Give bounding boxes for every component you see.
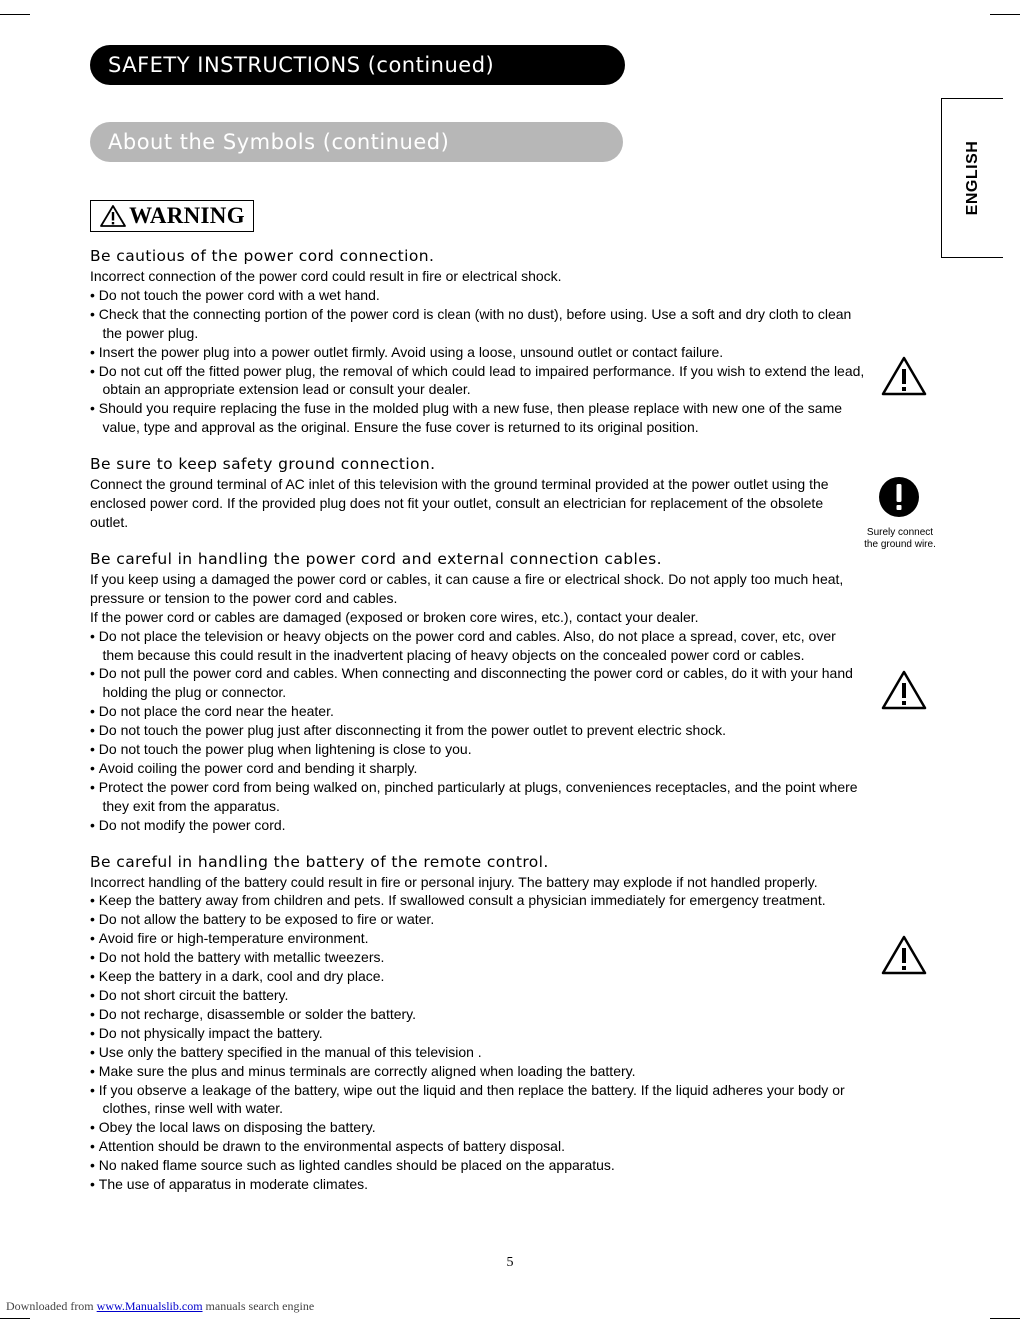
list-item: • Do not physically impact the battery. [90,1024,865,1043]
list-item: • Do not modify the power cord. [90,816,865,835]
caution-triangle-icon [880,669,928,711]
list-item: • Do not place the television or heavy objects on the power cord and cables. Also, do not place a spread, cover, etc, over them because this could result in the inadvertent placing of heavy objects on the concealed power cord or cables. [90,627,865,665]
list-item: • Do not hold the battery with metallic tweezers. [90,948,865,967]
caution-triangle-icon [880,355,928,397]
section-cables-handling [90,549,865,835]
crop-mark [990,14,1020,15]
list-item: • Do not allow the battery to be exposed to fire or water. [90,910,865,929]
list-item: • Should you require replacing the fuse in the molded plug with a new fuse, then please replace with new one of the same value, type and approval as the original. Ensure the fuse cover is returned to its original position. [90,399,865,437]
section-paragraph: If the power cord or cables are damaged (exposed or broken core wires, etc.), contact your dealer. [90,608,699,625]
section-ground-connection [90,454,865,532]
section-paragraph: If you keep using a damaged the power cord or cables, it can cause a fire or electrical shock. Do not apply too much heat, pressure or tension to the power cord and cables. [90,570,844,606]
list-item: • The use of apparatus in moderate climates. [90,1175,865,1194]
list-item: • No naked flame source such as lighted candles should be placed on the apparatus. [90,1156,865,1175]
section-power-cord-connection [90,246,865,437]
list-item: • Do not cut off the fitted power plug, the removal of which could lead to impaired performance. If you wish to extend the lead, obtain an appropriate extension lead or consult your dealer. [90,362,865,400]
section-heading: Be careful in handling the battery of the remote control. [90,852,549,871]
mandatory-action-icon [878,476,920,518]
list-item: • Keep the battery away from children and pets. If swallowed consult a physician immediately for emergency treatment. [90,891,865,910]
section-battery-handling [90,852,865,1194]
footer-suffix: manuals search engine [202,1299,315,1313]
warning-label-box [90,200,254,232]
list-item: • Avoid coiling the power cord and bending it sharply. [90,759,865,778]
section-heading: Be sure to keep safety ground connection. [90,455,436,474]
list-item: • Avoid fire or high-temperature environment. [90,929,865,948]
list-item: • Attention should be drawn to the environmental aspects of battery disposal. [90,1137,865,1156]
page-title: SAFETY INSTRUCTIONS (continued) [90,45,625,85]
language-tab-label: ENGLISH [963,140,981,216]
page-number: 5 [506,1255,514,1270]
list-item: • Insert the power plug into a power outlet firmly. Avoid using a loose, unsound outlet or contact failure. [90,343,865,362]
list-item: • Obey the local laws on disposing the battery. [90,1118,865,1137]
list-item: • Check that the connecting portion of the power cord is clean (with no dust), before using. Use a soft and dry cloth to clean the power plug. [90,305,865,343]
list-item: • Keep the battery in a dark, cool and dry place. [90,967,865,986]
caution-triangle-icon [880,934,928,976]
list-item: • Make sure the plus and minus terminals are correctly aligned when loading the battery. [90,1062,865,1081]
crop-mark [0,14,30,15]
manualslib-link[interactable]: www.Manualslib.com [96,1299,203,1313]
list-item: • If you observe a leakage of the battery, wipe out the liquid and then replace the battery. If the liquid adheres your body or clothes, rinse well with water. [90,1081,865,1119]
list-item: • Do not pull the power cord and cables. When connecting and disconnecting the power cord or cables, do it with your hand holding the plug or connector. [90,664,865,702]
section-heading: Be careful in handling the power cord and external connection cables. [90,549,662,568]
section-heading: Be cautious of the power cord connection. [90,247,435,265]
section-paragraph: Connect the ground terminal of AC inlet of this television with the ground terminal provided at the power outlet using the enclosed power cord. If the provided plug does not fit your outlet, consult an electrician for replacement of the obsolete outlet. [90,476,829,530]
crop-mark [0,1318,30,1319]
list-item: • Do not short circuit the battery. [90,986,865,1005]
list-item: • Do not touch the power plug when lightening is close to you. [90,740,865,759]
caption-line: Surely connect [866,527,934,538]
warning-triangle-icon [99,204,127,228]
section-subtitle: About the Symbols (continued) [90,122,623,162]
section-paragraph: Incorrect connection of the power cord could result in fire or electrical shock. [90,268,562,284]
download-footer [6,1299,314,1314]
language-tab [941,98,1003,258]
instructions-content [90,246,865,1211]
list-item: • Protect the power cord from being walked on, pinched particularly at plugs, conveniences receptacles, and the point where they exit from the apparatus. [90,778,865,816]
list-item: • Do not recharge, disassemble or solder the battery. [90,1005,865,1024]
caption-line: the ground wire. [864,539,936,550]
warning-label: WARNING [129,203,245,228]
list-item: • Do not touch the power plug just after disconnecting it from the power outlet to prevent electric shock. [90,721,865,740]
footer-prefix: Downloaded from [6,1299,97,1313]
list-item: • Do not touch the power cord with a wet hand. [90,286,865,305]
bullet-list [90,286,865,437]
list-item: • Use only the battery specified in the manual of this television . [90,1043,865,1062]
crop-mark [990,1318,1020,1319]
bullet-list [90,627,865,835]
ground-wire-caption [855,527,945,551]
section-paragraph: Incorrect handling of the battery could result in fire or personal injury. The battery may explode if not handled properly. [90,873,818,890]
list-item: • Do not place the cord near the heater. [90,702,865,721]
bullet-list [90,891,865,1194]
